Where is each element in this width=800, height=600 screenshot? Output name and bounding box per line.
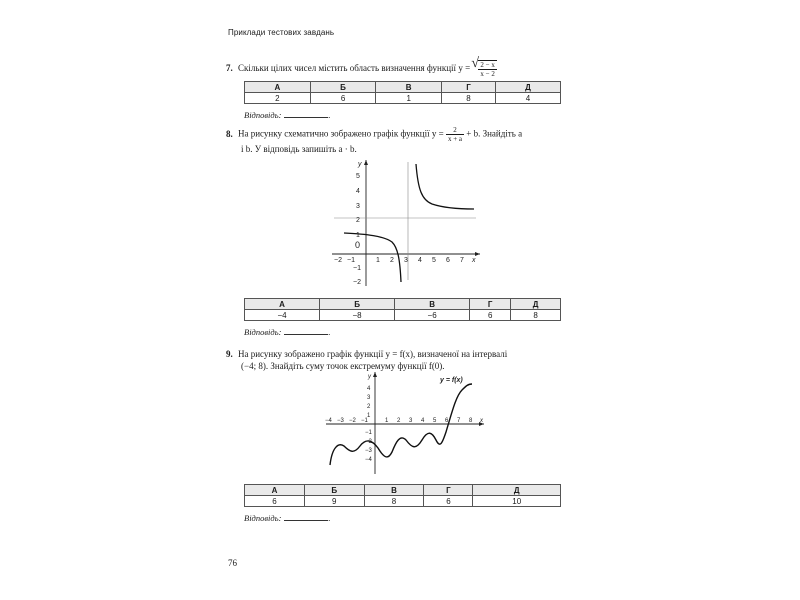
task-8-x-tick: −1 — [347, 257, 355, 264]
task-8-text-a: На рисунку схематично зображено графік функції — [238, 128, 430, 139]
task-7-answer-label: Відповідь: — [244, 110, 282, 120]
task-7-text: Скільки цілих чисел містить область визначення функції — [238, 63, 457, 74]
task-8-value-a: −4 — [245, 310, 320, 321]
task-7-frac-numerator: √ 2 − x — [480, 61, 495, 69]
task-8-value-b: −8 — [320, 310, 395, 321]
task-8-y-tick: 2 — [356, 217, 360, 224]
task-9-graph — [322, 368, 490, 478]
task-8-x-tick: 6 — [446, 257, 450, 264]
task-9-x-tick: 1 — [385, 418, 389, 424]
task-8-y-tick: −1 — [353, 265, 361, 272]
task-9-x-tick: 3 — [409, 418, 413, 424]
task-9-y-ticks — [365, 374, 373, 463]
task-8-x-tick: 4 — [418, 257, 422, 264]
task-8-text-b: і b. У відповідь запишіть a · b. — [241, 144, 357, 154]
task-7-func-lhs: y = — [458, 63, 471, 74]
task-8-x-arrow-icon — [475, 252, 480, 256]
page-number: 76 — [228, 558, 237, 568]
task-8-header-g: Г — [470, 299, 511, 310]
task-7-value-v: 1 — [376, 93, 442, 104]
task-7-header-a: А — [245, 82, 311, 93]
task-9-answer-label: Відповідь: — [244, 513, 282, 523]
task-9-header-v: В — [364, 485, 424, 496]
task-9-func-label: y = f(x) — [440, 377, 463, 384]
task-7-answer-table — [244, 81, 561, 104]
task-9-text-b: (−4; 8). Знайдіть суму точок екстремуму функції f(0). — [241, 361, 445, 371]
task-8-y-ticks — [353, 161, 362, 286]
task-9-x-tick: 5 — [433, 418, 437, 424]
task-7-table-value-row — [245, 93, 561, 104]
task-8-y-tick: 3 — [356, 203, 360, 210]
task-9-header-b: Б — [304, 485, 364, 496]
task-9-value-v: 8 — [364, 496, 424, 507]
task-9-x-tick: 7 — [457, 418, 461, 424]
task-8-answer-label: Відповідь: — [244, 327, 282, 337]
task-8-table-header-row — [245, 299, 561, 310]
task-9-x-label: x — [480, 418, 483, 424]
task-8-x-tick: 1 — [376, 257, 380, 264]
task-8-y-tick: 5 — [356, 173, 360, 180]
task-9-x-tick: −3 — [337, 418, 344, 424]
task-9-x-tick: −2 — [349, 418, 356, 424]
task-8-x-tick: 5 — [432, 257, 436, 264]
task-8-answer-table — [244, 298, 561, 321]
task-9-table-header-row — [245, 485, 561, 496]
task-7 — [226, 60, 581, 78]
task-8-graph — [326, 156, 486, 288]
task-9-y-tick: −1 — [365, 430, 372, 436]
task-7-value-g: 8 — [442, 93, 496, 104]
task-8-y-tick: 4 — [356, 188, 360, 195]
task-7-header-b: Б — [310, 82, 376, 93]
task-9-number: 9. — [226, 349, 233, 359]
task-9-x-tick: −4 — [325, 418, 332, 424]
task-7-sqrt — [478, 60, 496, 78]
task-8-header-b: Б — [320, 299, 395, 310]
task-7-frac-denominator: x − 2 — [480, 70, 495, 78]
task-9-header-g: Г — [424, 485, 473, 496]
page-header: Приклади тестових завдань — [228, 28, 335, 37]
task-7-header-g: Г — [442, 82, 496, 93]
task-8-x-tick: 3 — [404, 257, 408, 264]
task-9-y-tick: 2 — [367, 404, 371, 410]
task-8-header-v: В — [395, 299, 470, 310]
task-9-y-label: y — [368, 374, 371, 380]
task-8-func-lhs: y = — [431, 128, 444, 139]
task-8-x-tick: 2 — [390, 257, 394, 264]
task-8-x-tick: −2 — [334, 257, 342, 264]
task-9-value-a: 6 — [245, 496, 305, 507]
task-9-table-value-row — [245, 496, 561, 507]
task-9-y-tick: −4 — [365, 457, 372, 463]
task-9-value-g: 6 — [424, 496, 473, 507]
task-8-header-d: Д — [511, 299, 561, 310]
task-9-y-tick: −3 — [365, 448, 372, 454]
task-8-value-d: 8 — [511, 310, 561, 321]
task-8-y-tick: 0 — [355, 240, 361, 250]
task-9-y-tick: 1 — [367, 413, 371, 419]
task-8-number: 8. — [226, 128, 233, 139]
task-9-x-tick: 6 — [445, 418, 449, 424]
task-8-right-branch — [416, 164, 474, 209]
task-7-value-d: 4 — [495, 93, 560, 104]
task-9-y-tick: −2 — [365, 439, 372, 445]
task-9-value-d: 10 — [473, 496, 561, 507]
task-9-x-tick: 2 — [397, 418, 401, 424]
task-9-header-a: А — [245, 485, 305, 496]
task-9-x-tick: 8 — [469, 418, 473, 424]
task-8-y-tick: 1 — [356, 232, 360, 239]
task-9-function-curve — [330, 384, 472, 465]
task-9-y-arrow-icon — [373, 372, 377, 377]
task-7-fraction — [478, 61, 496, 78]
task-7-number: 7. — [226, 63, 233, 74]
task-8-y-arrow-icon — [364, 160, 368, 165]
task-9-x-ticks — [325, 418, 484, 424]
task-8-answer-blank[interactable] — [284, 334, 328, 335]
task-7-answer-blank[interactable] — [284, 117, 328, 118]
task-8-x-label: x — [472, 257, 476, 264]
task-9-x-tick: −1 — [361, 418, 368, 424]
task-8-table-value-row — [245, 310, 561, 321]
task-8-answer-line: Відповідь: . — [244, 327, 331, 337]
task-8-y-tick: −2 — [353, 279, 361, 286]
task-9-answer-blank[interactable] — [284, 520, 328, 521]
task-8-frac-numerator: 2 — [446, 126, 464, 135]
task-9-answer-table — [244, 484, 561, 507]
task-7-value-a: 2 — [245, 93, 311, 104]
task-8-value-g: 6 — [470, 310, 511, 321]
task-7-table-header-row — [245, 82, 561, 93]
task-8-frac-denominator: x + a — [447, 135, 463, 143]
task-8-func-rhs: + b. Знайдіть a — [466, 128, 523, 139]
task-9-y-tick: 3 — [367, 395, 371, 401]
task-8-x-ticks — [334, 257, 476, 264]
task-8-value-v: −6 — [395, 310, 470, 321]
task-9-x-tick: 4 — [421, 418, 425, 424]
task-7-header-v: В — [376, 82, 442, 93]
task-7-header-d: Д — [495, 82, 560, 93]
textbook-page — [226, 28, 581, 573]
task-9-value-b: 9 — [304, 496, 364, 507]
task-8-y-label: y — [358, 161, 362, 168]
task-9-header-d: Д — [473, 485, 561, 496]
task-7-answer-line: Відповідь: . — [244, 110, 331, 120]
task-8-header-a: А — [245, 299, 320, 310]
task-9-text-a: На рисунку зображено графік функції y = f(x), визначеної на інтервалі — [238, 349, 508, 359]
task-8 — [226, 126, 581, 155]
task-9-answer-line: Відповідь: . — [244, 513, 331, 523]
task-9-y-tick: 4 — [367, 386, 371, 392]
task-7-value-b: 6 — [310, 93, 376, 104]
task-8-fraction — [446, 126, 464, 143]
task-8-x-tick: 7 — [460, 257, 464, 264]
